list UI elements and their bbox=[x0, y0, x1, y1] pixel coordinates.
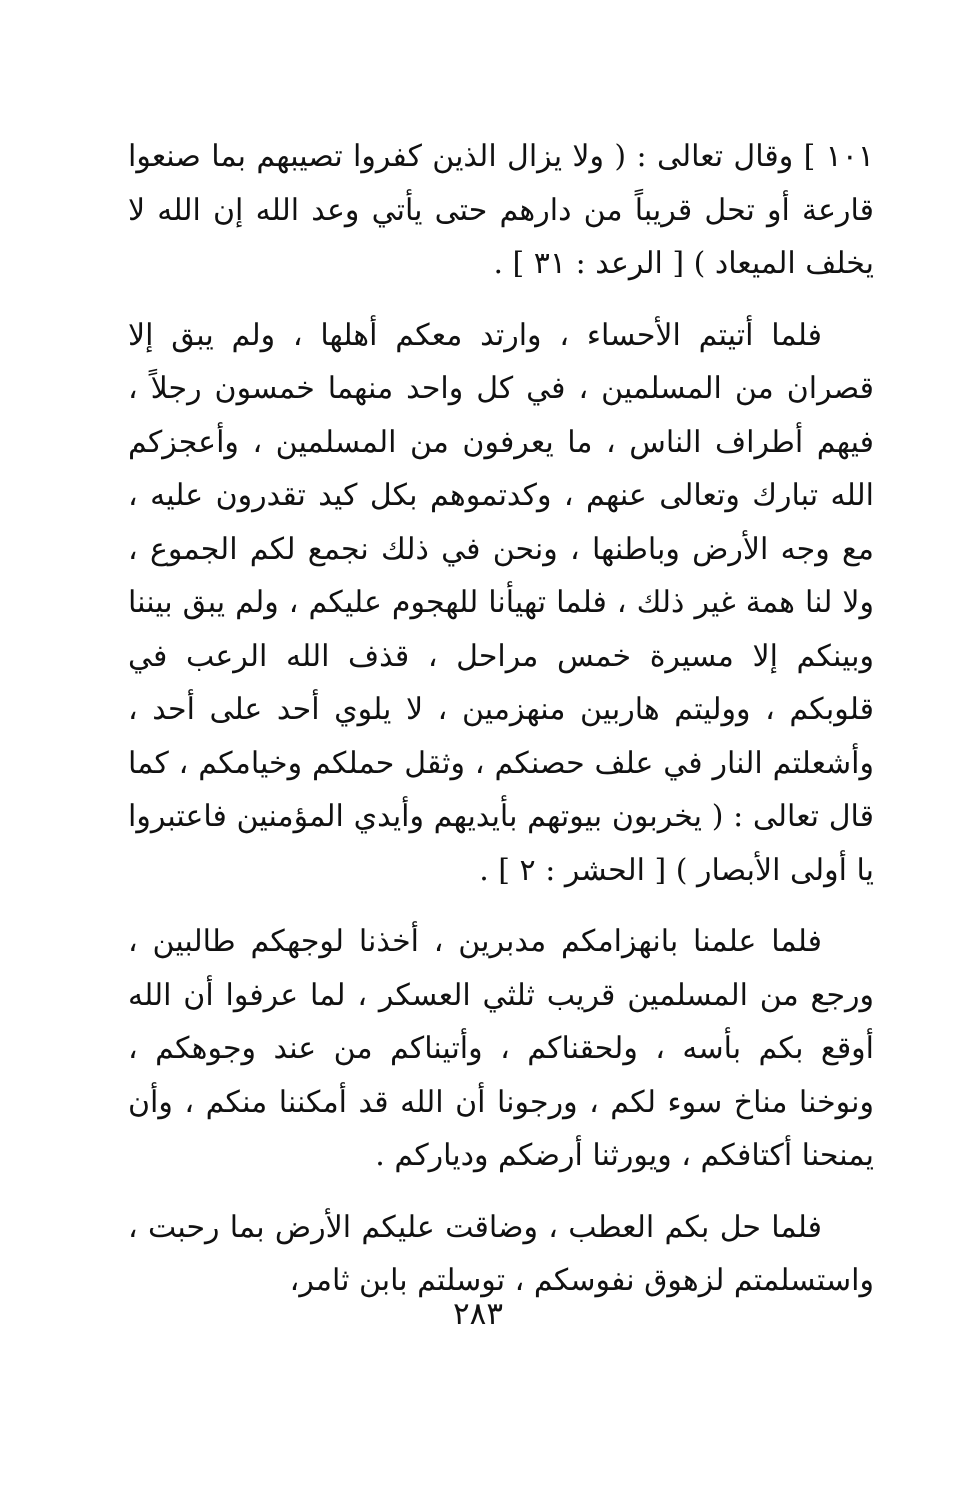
paragraph-1: ١٠١ ] وقال تعالى : ( ولا يزال الذين كفروا تصيبهم بما صنعوا قارعة أو تحل قريباً من دارهم حتى يأتي وعد الله إن الله لا يخلف الميعاد ) [ الرعد : ٣١ ] . bbox=[128, 139, 874, 281]
paragraph-3: فلما علمنا بانهزامكم مدبرين ، أخذنا لوجهكم طالبين ، ورجع من المسلمين قريب ثلثي العسكر ، لما عرفوا أن الله أوقع بكم بأسه ، ولحقناكم ، وأتيناكم من عند وجوهكم ، ونوخنا مناخ سوء لكم ، ورجونا أن الله قد أمكننا منكم ، وأن يمنحنا أكتافكم ، ويورثنا أرضكم ودياركم . bbox=[128, 924, 874, 1173]
paragraph-2: فلما أتيتم الأحساء ، وارتد معكم أهلها ، ولم يبق إلا قصران من المسلمين ، في كل واحد منهما خمسون رجلاً ، فيهم أطراف الناس ، ما يعرفون من المسلمين ، وأعجزكم الله تبارك وتعالى عنهم ، وكدتموهم بكل كيد تقدرون عليه ، مع وجه الأرض وباطنها ، ونحن في ذلك نجمع لكم الجموع ، ولا لنا همة غير ذلك ، فلما تهيأنا للهجوم عليكم ، ولم يبق بيننا وبينكم إلا مسيرة خمس مراحل ، قذف الله الرعب في قلوبكم ، ووليتم هاربين منهزمين ، لا يلوي أحد على أحد ، وأشعلتم النار في علف حصنكم ، وثقل حملكم وخيامكم ، كما قال تعالى : ( يخربون بيوتهم بأيديهم وأيدي المؤمنين فاعتبروا يا أولى الأبصار ) [ الحشر : ٢ ] . bbox=[128, 317, 874, 888]
page-body bbox=[128, 130, 874, 1308]
page-number: ٢٨٣ bbox=[453, 1296, 503, 1332]
paragraph-4: فلما حل بكم العطب ، وضاقت عليكم الأرض بما رحبت ، واستسلمتم لزهوق نفوسكم ، توسلتم بابن ثامر، bbox=[128, 1209, 874, 1298]
